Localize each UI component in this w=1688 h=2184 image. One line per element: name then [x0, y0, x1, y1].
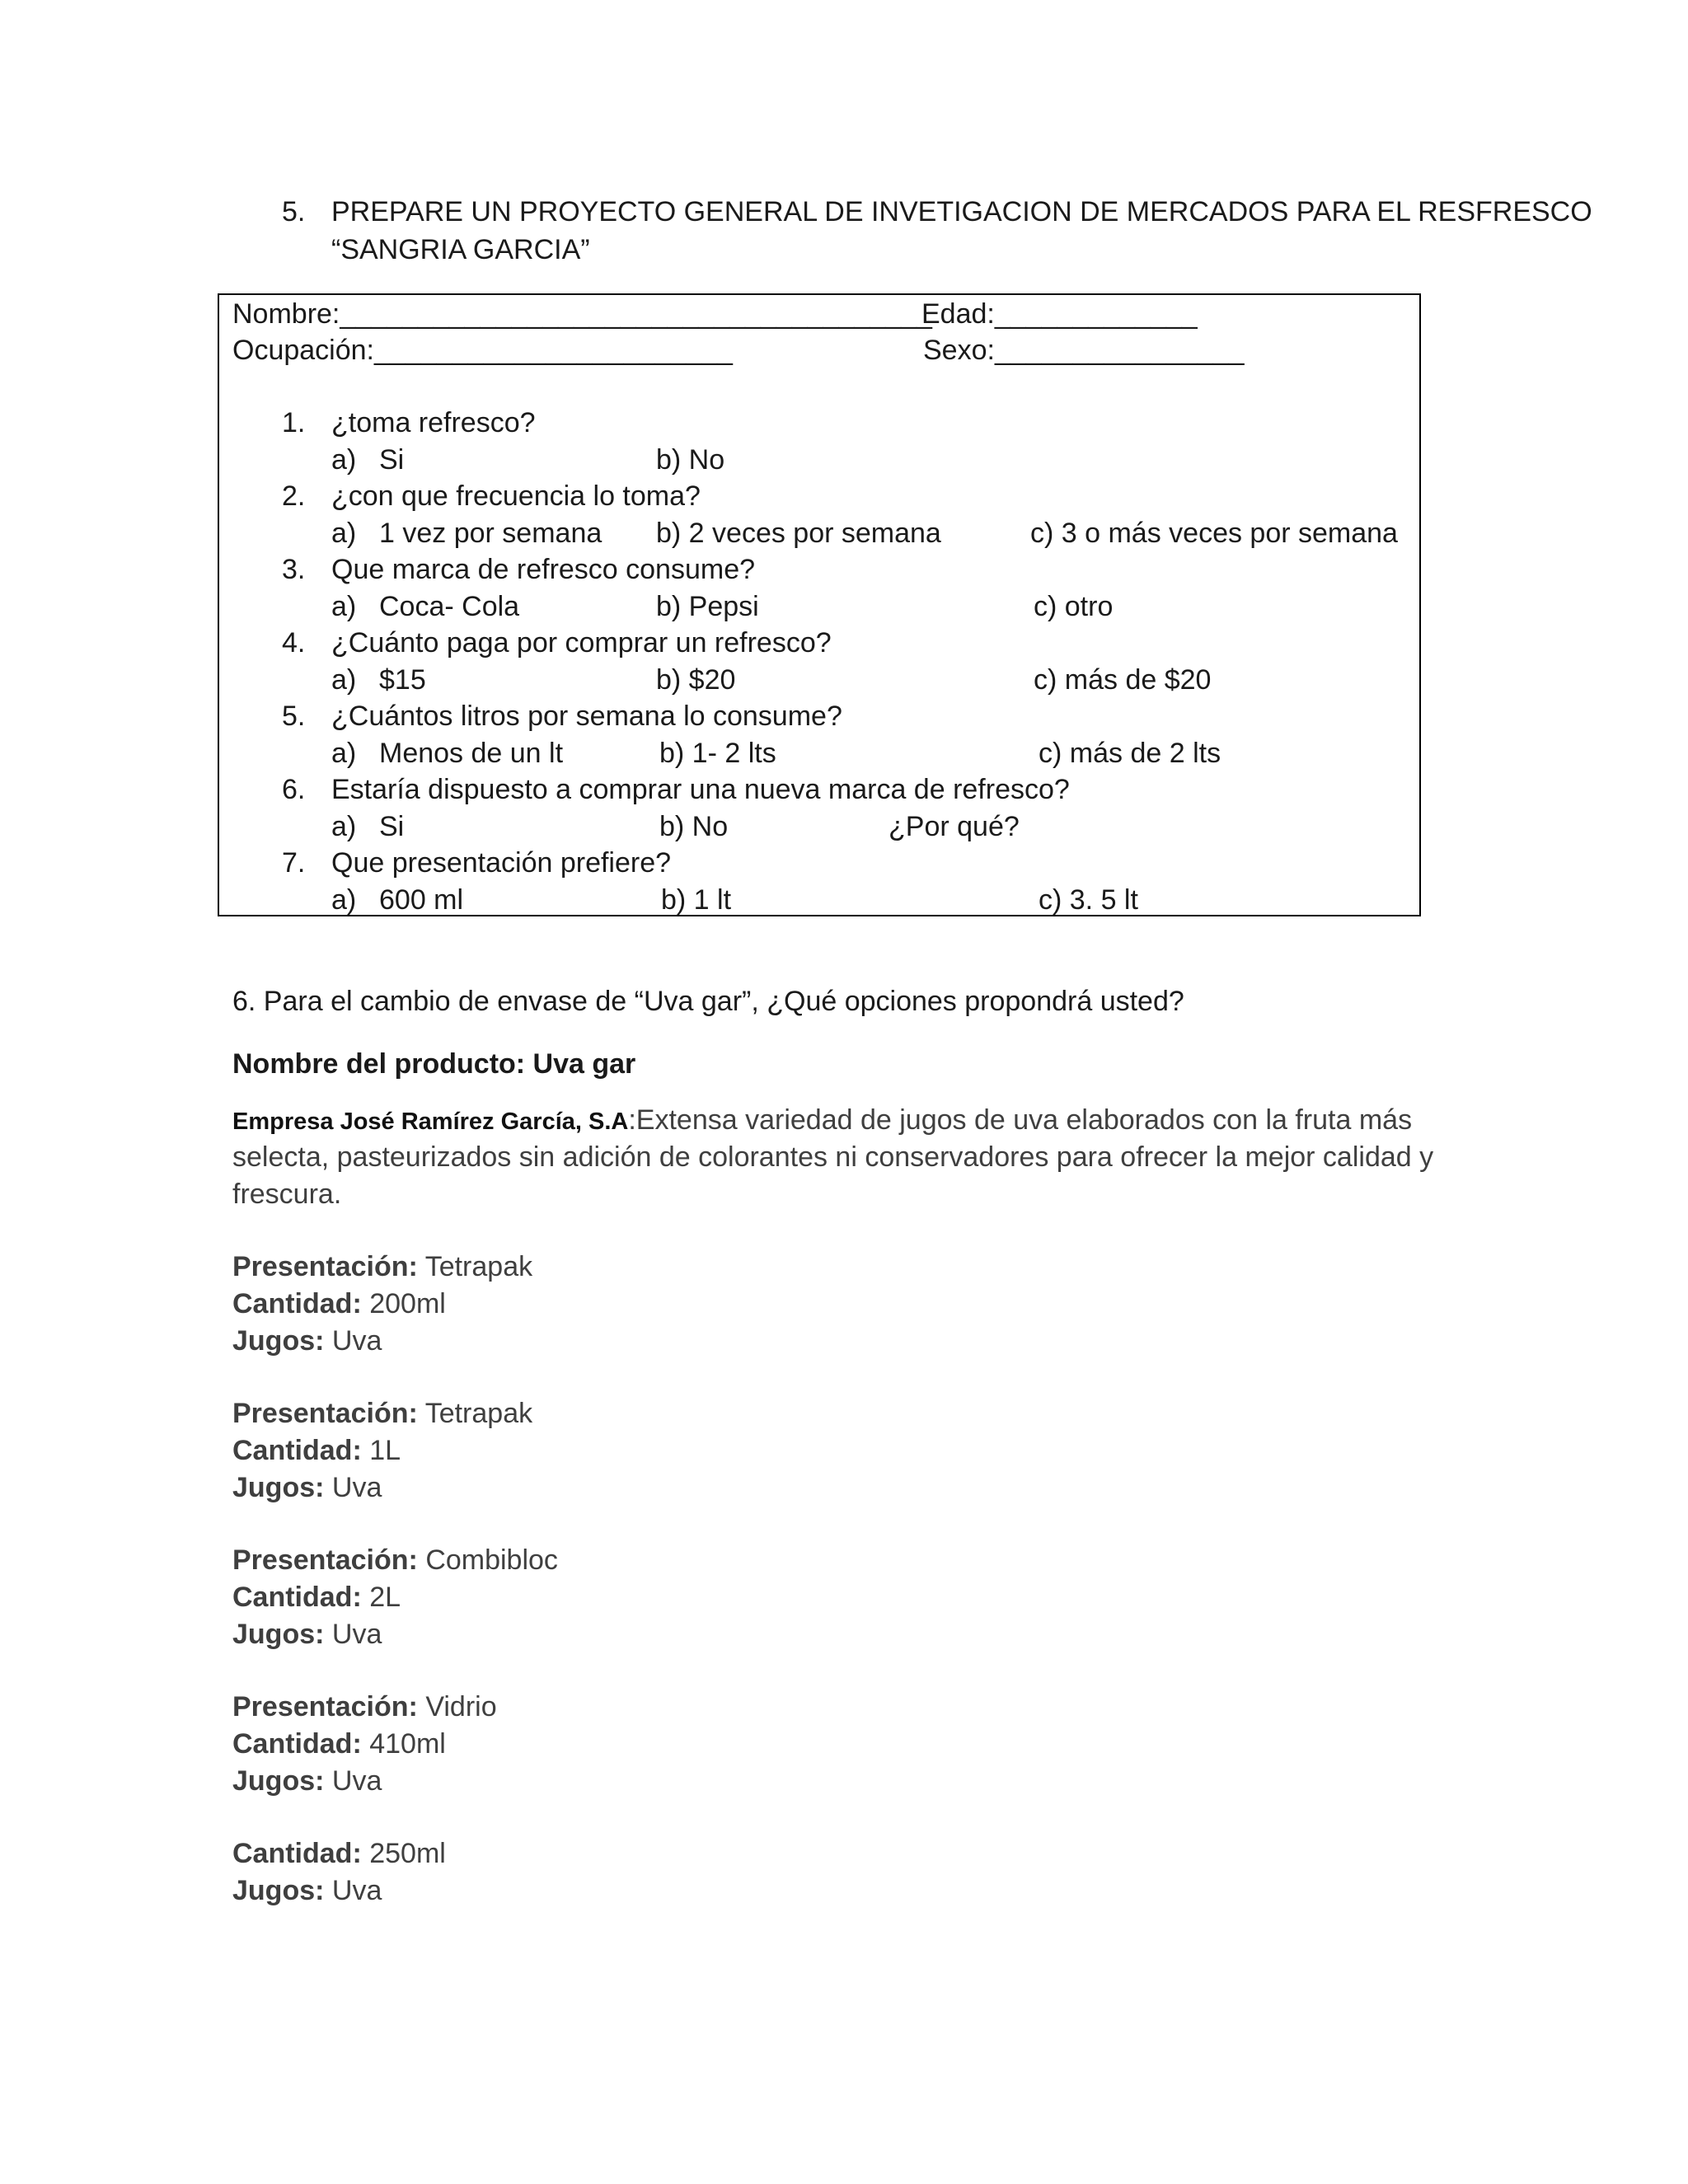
product-cantidad — [232, 1288, 446, 1320]
question-text: ¿toma refresco? — [331, 407, 536, 438]
cantidad-label: Cantidad: — [232, 1728, 362, 1760]
sexo-field: Sexo:________________ — [923, 335, 1245, 366]
question-text: ¿Cuánto paga por comprar un refresco? — [331, 627, 832, 658]
question-number: 3. — [282, 554, 306, 585]
option-b: b) 1- 2 lts — [659, 738, 776, 769]
ocupacion-field: Ocupación:_______________________ — [232, 335, 733, 366]
heading-title: PREPARE UN PROYECTO GENERAL DE INVETIGACION DE MERCADOS PARA EL RESFRESCO — [331, 196, 1592, 227]
option-a: 600 ml — [379, 884, 464, 916]
product-jugos — [232, 1619, 382, 1651]
question-number: 6. — [282, 774, 306, 805]
option-c: ¿Por qué? — [889, 811, 1020, 842]
description-text: :Extensa variedad de jugos de uva elaborados con la fruta más — [628, 1104, 1413, 1136]
edad-field: Edad:_____________ — [921, 298, 1198, 330]
option-a: Coca- Cola — [379, 591, 520, 622]
presentacion-value: Tetrapak — [424, 1251, 533, 1282]
question-number: 7. — [282, 847, 306, 879]
jugos-label: Jugos: — [232, 1619, 325, 1650]
company-description-line1 — [232, 1104, 1412, 1137]
cantidad-value: 250ml — [369, 1838, 446, 1869]
product-cantidad — [232, 1728, 446, 1760]
option-c: c) 3 o más veces por semana — [1030, 518, 1398, 549]
question-text: Estaría dispuesto a comprar una nueva marca de refresco? — [331, 774, 1070, 805]
option-a-letter: a) — [331, 738, 357, 769]
product-jugos — [232, 1875, 382, 1907]
description-line3: frescura. — [232, 1179, 342, 1210]
option-a: 1 vez por semana — [379, 518, 603, 549]
jugos-label: Jugos: — [232, 1875, 325, 1906]
company-name: Empresa José Ramírez García, S.A — [232, 1108, 629, 1135]
question-text: ¿con que frecuencia lo toma? — [331, 480, 701, 512]
option-c: c) 3. 5 lt — [1039, 884, 1138, 916]
presentacion-label: Presentación: — [232, 1691, 418, 1722]
product-name: Nombre del producto: Uva gar — [232, 1048, 636, 1080]
product-jugos — [232, 1472, 382, 1504]
jugos-label: Jugos: — [232, 1765, 325, 1797]
jugos-value: Uva — [331, 1765, 382, 1797]
cantidad-value: 410ml — [369, 1728, 446, 1760]
cantidad-label: Cantidad: — [232, 1838, 362, 1869]
jugos-label: Jugos: — [232, 1325, 325, 1357]
option-c: c) más de $20 — [1034, 664, 1212, 696]
product-presentacion — [232, 1398, 532, 1430]
option-a-letter: a) — [331, 591, 357, 622]
option-b: b) 1 lt — [661, 884, 732, 916]
description-line2: selecta, pasteurizados sin adición de colorantes ni conservadores para ofrecer la mejor calidad y — [232, 1141, 1434, 1173]
option-a: Si — [379, 811, 405, 842]
question-number: 1. — [282, 407, 306, 438]
question-number: 5. — [282, 701, 306, 732]
jugos-value: Uva — [331, 1619, 382, 1650]
jugos-value: Uva — [331, 1325, 382, 1357]
option-a: Menos de un lt — [379, 738, 564, 769]
jugos-value: Uva — [331, 1875, 382, 1906]
cantidad-value: 1L — [369, 1435, 401, 1466]
heading-number: 5. — [282, 196, 306, 227]
product-cantidad — [232, 1838, 446, 1870]
nombre-field: Nombre:______________________________________ — [232, 298, 932, 330]
option-a-letter: a) — [331, 518, 357, 549]
product-presentacion — [232, 1691, 497, 1723]
option-a: Si — [379, 444, 405, 476]
jugos-value: Uva — [331, 1472, 382, 1503]
presentacion-label: Presentación: — [232, 1544, 418, 1576]
product-presentacion — [232, 1544, 558, 1577]
option-a-letter: a) — [331, 444, 357, 476]
option-a: $15 — [379, 664, 426, 696]
option-a-letter: a) — [331, 811, 357, 842]
option-b: b) $20 — [656, 664, 736, 696]
section6-question: 6. Para el cambio de envase de “Uva gar”, ¿Qué opciones propondrá usted? — [232, 986, 1184, 1017]
heading-subtitle: “SANGRIA GARCIA” — [331, 234, 590, 265]
presentacion-value: Combibloc — [425, 1544, 558, 1576]
option-c: c) otro — [1034, 591, 1114, 622]
jugos-label: Jugos: — [232, 1472, 325, 1503]
product-cantidad — [232, 1435, 401, 1467]
cantidad-label: Cantidad: — [232, 1435, 362, 1466]
product-cantidad — [232, 1582, 401, 1614]
option-c: c) más de 2 lts — [1039, 738, 1221, 769]
product-jugos — [232, 1765, 382, 1797]
product-presentacion — [232, 1251, 532, 1283]
option-b: b) No — [659, 811, 729, 842]
presentacion-label: Presentación: — [232, 1398, 418, 1429]
cantidad-value: 2L — [369, 1582, 401, 1613]
presentacion-label: Presentación: — [232, 1251, 418, 1282]
option-b: b) 2 veces por semana — [656, 518, 941, 549]
option-a-letter: a) — [331, 884, 357, 916]
option-a-letter: a) — [331, 664, 357, 696]
question-text: Que marca de refresco consume? — [331, 554, 756, 585]
cantidad-value: 200ml — [369, 1288, 446, 1319]
presentacion-value: Vidrio — [425, 1691, 497, 1722]
question-number: 4. — [282, 627, 306, 658]
question-text: ¿Cuántos litros por semana lo consume? — [331, 701, 842, 732]
cantidad-label: Cantidad: — [232, 1288, 362, 1319]
option-b: b) Pepsi — [656, 591, 759, 622]
question-text: Que presentación prefiere? — [331, 847, 672, 879]
option-b: b) No — [656, 444, 725, 476]
cantidad-label: Cantidad: — [232, 1582, 362, 1613]
presentacion-value: Tetrapak — [424, 1398, 533, 1429]
product-jugos — [232, 1325, 382, 1357]
question-number: 2. — [282, 480, 306, 512]
